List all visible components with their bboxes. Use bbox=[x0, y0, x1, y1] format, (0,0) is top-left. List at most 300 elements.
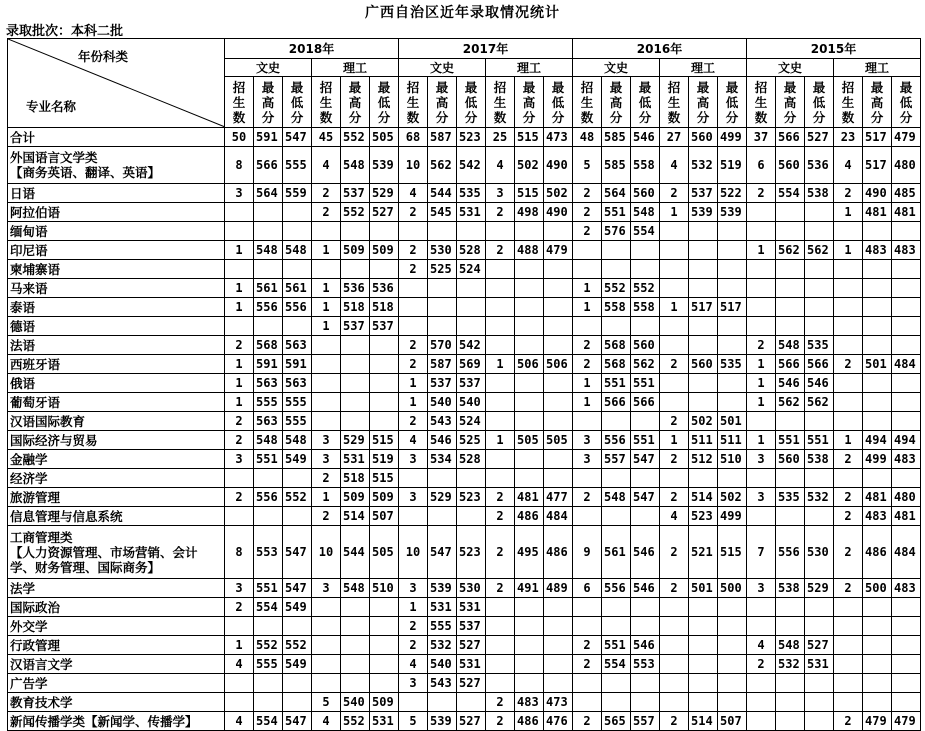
min-score: 555 bbox=[283, 412, 312, 431]
enrollment-count: 1 bbox=[573, 374, 602, 393]
min-score bbox=[544, 674, 573, 693]
enrollment-count: 1 bbox=[834, 431, 863, 450]
enrollment-count bbox=[486, 655, 515, 674]
enrollment-count: 25 bbox=[486, 128, 515, 147]
max-score bbox=[602, 241, 631, 260]
enrollment-count: 2 bbox=[573, 336, 602, 355]
max-score: 490 bbox=[863, 184, 892, 203]
max-score: 518 bbox=[341, 469, 370, 488]
enrollment-count bbox=[486, 260, 515, 279]
table-row bbox=[8, 355, 921, 374]
metric-header: 最 高 分 bbox=[863, 77, 892, 128]
major-name: 德语 bbox=[8, 317, 225, 336]
enrollment-count: 3 bbox=[225, 184, 254, 203]
major-name: 工商管理类 【人力资源管理、市场营销、会计 学、财务管理、国际商务】 bbox=[8, 526, 225, 579]
table-row bbox=[8, 431, 921, 450]
max-score: 540 bbox=[428, 655, 457, 674]
year-header: 2015年 bbox=[747, 39, 921, 59]
max-score bbox=[254, 674, 283, 693]
min-score: 546 bbox=[805, 374, 834, 393]
max-score: 509 bbox=[341, 488, 370, 507]
enrollment-count bbox=[834, 393, 863, 412]
min-score: 494 bbox=[892, 431, 921, 450]
min-score: 591 bbox=[283, 355, 312, 374]
min-score: 507 bbox=[718, 712, 747, 731]
max-score bbox=[515, 260, 544, 279]
metric-header: 招 生 数 bbox=[573, 77, 602, 128]
enrollment-count: 2 bbox=[573, 184, 602, 203]
enrollment-count: 2 bbox=[834, 507, 863, 526]
metric-header: 最 低 分 bbox=[370, 77, 399, 128]
enrollment-count: 23 bbox=[834, 128, 863, 147]
max-score: 517 bbox=[863, 147, 892, 184]
max-score bbox=[341, 598, 370, 617]
min-score bbox=[457, 222, 486, 241]
min-score: 555 bbox=[283, 147, 312, 184]
min-score bbox=[370, 260, 399, 279]
max-score: 557 bbox=[602, 450, 631, 469]
major-name: 国际经济与贸易 bbox=[8, 431, 225, 450]
subject-header: 理工 bbox=[486, 59, 573, 77]
enrollment-count: 1 bbox=[747, 393, 776, 412]
enrollment-count: 1 bbox=[573, 298, 602, 317]
max-score: 540 bbox=[341, 693, 370, 712]
max-score: 566 bbox=[776, 128, 805, 147]
min-score bbox=[457, 317, 486, 336]
max-score: 543 bbox=[428, 412, 457, 431]
min-score: 499 bbox=[718, 507, 747, 526]
max-score: 555 bbox=[254, 393, 283, 412]
major-name: 日语 bbox=[8, 184, 225, 203]
table-row bbox=[8, 393, 921, 412]
min-score: 562 bbox=[805, 241, 834, 260]
enrollment-count: 2 bbox=[834, 712, 863, 731]
enrollment-count bbox=[486, 222, 515, 241]
max-score: 585 bbox=[602, 147, 631, 184]
enrollment-count bbox=[747, 317, 776, 336]
min-score: 551 bbox=[631, 374, 660, 393]
enrollment-count: 2 bbox=[834, 450, 863, 469]
min-score: 531 bbox=[805, 655, 834, 674]
enrollment-count: 3 bbox=[225, 579, 254, 598]
max-score: 515 bbox=[515, 128, 544, 147]
max-score bbox=[689, 617, 718, 636]
enrollment-count bbox=[312, 355, 341, 374]
min-score bbox=[457, 693, 486, 712]
enrollment-count: 2 bbox=[399, 355, 428, 374]
max-score: 556 bbox=[254, 488, 283, 507]
enrollment-count bbox=[399, 469, 428, 488]
max-score: 536 bbox=[341, 279, 370, 298]
enrollment-count: 2 bbox=[660, 579, 689, 598]
max-score bbox=[602, 469, 631, 488]
min-score bbox=[718, 317, 747, 336]
enrollment-count: 6 bbox=[573, 579, 602, 598]
min-score bbox=[892, 298, 921, 317]
max-score bbox=[689, 693, 718, 712]
min-score: 552 bbox=[283, 636, 312, 655]
min-score: 510 bbox=[370, 579, 399, 598]
max-score: 556 bbox=[776, 526, 805, 579]
table-row bbox=[8, 184, 921, 203]
enrollment-count: 1 bbox=[573, 279, 602, 298]
enrollment-count bbox=[225, 203, 254, 222]
max-score bbox=[689, 317, 718, 336]
min-score: 528 bbox=[457, 450, 486, 469]
max-score bbox=[602, 317, 631, 336]
min-score bbox=[283, 469, 312, 488]
enrollment-count: 4 bbox=[660, 147, 689, 184]
metric-header: 招 生 数 bbox=[312, 77, 341, 128]
min-score bbox=[370, 412, 399, 431]
min-score: 536 bbox=[370, 279, 399, 298]
min-score: 473 bbox=[544, 128, 573, 147]
enrollment-count: 3 bbox=[399, 579, 428, 598]
table-row bbox=[8, 636, 921, 655]
min-score bbox=[892, 317, 921, 336]
metric-header: 招 生 数 bbox=[399, 77, 428, 128]
enrollment-count bbox=[747, 674, 776, 693]
max-score bbox=[602, 598, 631, 617]
max-score: 518 bbox=[341, 298, 370, 317]
max-score bbox=[689, 469, 718, 488]
enrollment-count bbox=[573, 241, 602, 260]
min-score bbox=[283, 222, 312, 241]
enrollment-count bbox=[660, 469, 689, 488]
min-score bbox=[283, 260, 312, 279]
max-score: 554 bbox=[254, 712, 283, 731]
header-corner bbox=[8, 39, 225, 128]
max-score bbox=[515, 393, 544, 412]
min-score: 517 bbox=[718, 298, 747, 317]
max-score: 566 bbox=[602, 393, 631, 412]
enrollment-count: 2 bbox=[486, 203, 515, 222]
min-score: 501 bbox=[718, 412, 747, 431]
enrollment-count bbox=[660, 693, 689, 712]
min-score bbox=[457, 469, 486, 488]
min-score: 531 bbox=[457, 598, 486, 617]
min-score bbox=[718, 336, 747, 355]
enrollment-count bbox=[660, 279, 689, 298]
max-score: 555 bbox=[254, 655, 283, 674]
max-score: 483 bbox=[863, 507, 892, 526]
enrollment-count: 9 bbox=[573, 526, 602, 579]
max-score bbox=[689, 374, 718, 393]
max-score: 488 bbox=[515, 241, 544, 260]
enrollment-count: 3 bbox=[747, 488, 776, 507]
table-row bbox=[8, 260, 921, 279]
min-score bbox=[805, 712, 834, 731]
enrollment-count bbox=[399, 298, 428, 317]
max-score: 543 bbox=[428, 674, 457, 693]
max-score bbox=[776, 617, 805, 636]
enrollment-count: 2 bbox=[225, 412, 254, 431]
enrollment-count: 2 bbox=[834, 579, 863, 598]
enrollment-count: 2 bbox=[573, 203, 602, 222]
enrollment-count bbox=[660, 260, 689, 279]
min-score bbox=[718, 674, 747, 693]
enrollment-count: 4 bbox=[399, 184, 428, 203]
min-score: 555 bbox=[283, 393, 312, 412]
enrollment-count bbox=[486, 298, 515, 317]
max-score: 548 bbox=[341, 579, 370, 598]
enrollment-count bbox=[486, 617, 515, 636]
max-score: 560 bbox=[689, 355, 718, 374]
enrollment-count bbox=[486, 412, 515, 431]
enrollment-count bbox=[486, 636, 515, 655]
enrollment-count bbox=[660, 393, 689, 412]
min-score: 558 bbox=[631, 298, 660, 317]
max-score bbox=[776, 674, 805, 693]
max-score: 554 bbox=[776, 184, 805, 203]
max-score: 499 bbox=[863, 450, 892, 469]
enrollment-count: 3 bbox=[312, 450, 341, 469]
enrollment-count bbox=[660, 241, 689, 260]
max-score: 576 bbox=[602, 222, 631, 241]
enrollment-count bbox=[747, 693, 776, 712]
min-score bbox=[370, 355, 399, 374]
subject-header: 理工 bbox=[834, 59, 921, 77]
enrollment-count: 5 bbox=[312, 693, 341, 712]
major-name: 阿拉伯语 bbox=[8, 203, 225, 222]
enrollment-count bbox=[747, 507, 776, 526]
enrollment-count bbox=[747, 598, 776, 617]
max-score bbox=[515, 617, 544, 636]
enrollment-count: 1 bbox=[312, 298, 341, 317]
year-header: 2018年 bbox=[225, 39, 399, 59]
min-score: 524 bbox=[457, 412, 486, 431]
min-score: 563 bbox=[283, 336, 312, 355]
enrollment-count: 3 bbox=[399, 450, 428, 469]
min-score: 532 bbox=[805, 488, 834, 507]
enrollment-count: 27 bbox=[660, 128, 689, 147]
max-score bbox=[341, 617, 370, 636]
max-score: 514 bbox=[341, 507, 370, 526]
max-score: 566 bbox=[776, 355, 805, 374]
min-score bbox=[718, 393, 747, 412]
max-score bbox=[341, 393, 370, 412]
min-score: 530 bbox=[805, 526, 834, 579]
page-title: 广西自治区近年录取情况统计 bbox=[365, 5, 560, 21]
max-score: 587 bbox=[428, 355, 457, 374]
min-score: 481 bbox=[892, 203, 921, 222]
max-score: 552 bbox=[602, 279, 631, 298]
table-row bbox=[8, 693, 921, 712]
enrollment-count bbox=[312, 617, 341, 636]
min-score bbox=[718, 279, 747, 298]
enrollment-count bbox=[747, 469, 776, 488]
min-score: 551 bbox=[631, 431, 660, 450]
enrollment-count: 1 bbox=[660, 431, 689, 450]
enrollment-count bbox=[312, 598, 341, 617]
max-score bbox=[863, 279, 892, 298]
enrollment-count: 3 bbox=[573, 450, 602, 469]
max-score: 531 bbox=[428, 598, 457, 617]
enrollment-count: 2 bbox=[573, 655, 602, 674]
max-score bbox=[254, 693, 283, 712]
min-score bbox=[892, 336, 921, 355]
min-score bbox=[718, 241, 747, 260]
max-score bbox=[863, 317, 892, 336]
min-score bbox=[892, 617, 921, 636]
enrollment-count bbox=[834, 674, 863, 693]
enrollment-count bbox=[573, 412, 602, 431]
enrollment-count bbox=[834, 374, 863, 393]
min-score: 553 bbox=[631, 655, 660, 674]
corner-bottom-label: 专业名称 bbox=[26, 99, 77, 114]
min-score bbox=[805, 674, 834, 693]
max-score: 540 bbox=[428, 393, 457, 412]
max-score bbox=[341, 355, 370, 374]
max-score bbox=[515, 655, 544, 674]
table-row bbox=[8, 655, 921, 674]
enrollment-count: 10 bbox=[312, 526, 341, 579]
min-score bbox=[892, 412, 921, 431]
min-score bbox=[805, 317, 834, 336]
table-row bbox=[8, 674, 921, 693]
max-score bbox=[428, 469, 457, 488]
max-score: 512 bbox=[689, 450, 718, 469]
enrollment-count: 2 bbox=[225, 598, 254, 617]
enrollment-count: 4 bbox=[486, 147, 515, 184]
min-score bbox=[370, 222, 399, 241]
min-score: 480 bbox=[892, 488, 921, 507]
enrollment-count: 2 bbox=[312, 507, 341, 526]
corner-top-label: 年份科类 bbox=[78, 49, 129, 64]
max-score bbox=[254, 507, 283, 526]
min-score: 489 bbox=[544, 579, 573, 598]
min-score bbox=[544, 374, 573, 393]
min-score bbox=[805, 469, 834, 488]
max-score bbox=[863, 655, 892, 674]
max-score bbox=[515, 336, 544, 355]
min-score: 486 bbox=[544, 526, 573, 579]
enrollment-count: 2 bbox=[399, 260, 428, 279]
min-score: 490 bbox=[544, 147, 573, 184]
min-score: 562 bbox=[631, 355, 660, 374]
enrollment-count bbox=[747, 712, 776, 731]
metric-header: 最 高 分 bbox=[428, 77, 457, 128]
max-score: 532 bbox=[428, 636, 457, 655]
min-score: 551 bbox=[805, 431, 834, 450]
major-name: 马来语 bbox=[8, 279, 225, 298]
min-score bbox=[718, 374, 747, 393]
metric-header: 最 高 分 bbox=[341, 77, 370, 128]
min-score: 515 bbox=[370, 469, 399, 488]
enrollment-count bbox=[486, 598, 515, 617]
enrollment-count bbox=[312, 260, 341, 279]
batch-label: 录取批次：本科二批 bbox=[6, 24, 124, 39]
enrollment-count: 2 bbox=[834, 526, 863, 579]
enrollment-count bbox=[834, 693, 863, 712]
min-score: 527 bbox=[457, 674, 486, 693]
enrollment-count: 2 bbox=[399, 203, 428, 222]
enrollment-count: 1 bbox=[486, 431, 515, 450]
min-score: 548 bbox=[631, 203, 660, 222]
min-score bbox=[718, 636, 747, 655]
max-score: 501 bbox=[689, 579, 718, 598]
enrollment-count: 1 bbox=[747, 241, 776, 260]
enrollment-count: 2 bbox=[660, 184, 689, 203]
max-score: 537 bbox=[689, 184, 718, 203]
enrollment-count bbox=[486, 279, 515, 298]
enrollment-count bbox=[486, 393, 515, 412]
min-score bbox=[631, 241, 660, 260]
max-score: 539 bbox=[428, 712, 457, 731]
max-score bbox=[689, 260, 718, 279]
max-score bbox=[515, 317, 544, 336]
max-score: 491 bbox=[515, 579, 544, 598]
min-score bbox=[457, 507, 486, 526]
min-score bbox=[631, 674, 660, 693]
max-score: 554 bbox=[254, 598, 283, 617]
max-score bbox=[776, 412, 805, 431]
year-header: 2016年 bbox=[573, 39, 747, 59]
min-score bbox=[544, 412, 573, 431]
min-score bbox=[370, 617, 399, 636]
min-score bbox=[718, 655, 747, 674]
enrollment-count: 10 bbox=[399, 526, 428, 579]
enrollment-count bbox=[225, 260, 254, 279]
max-score: 481 bbox=[863, 203, 892, 222]
min-score: 538 bbox=[805, 450, 834, 469]
subject-header: 文史 bbox=[747, 59, 834, 77]
max-score: 561 bbox=[254, 279, 283, 298]
enrollment-count: 1 bbox=[312, 317, 341, 336]
major-name: 缅甸语 bbox=[8, 222, 225, 241]
enrollment-count bbox=[834, 469, 863, 488]
table-row bbox=[8, 128, 921, 147]
max-score: 486 bbox=[515, 507, 544, 526]
enrollment-count: 1 bbox=[225, 279, 254, 298]
max-score: 554 bbox=[602, 655, 631, 674]
min-score: 527 bbox=[805, 636, 834, 655]
enrollment-count: 1 bbox=[399, 374, 428, 393]
max-score bbox=[863, 260, 892, 279]
max-score: 531 bbox=[341, 450, 370, 469]
min-score: 505 bbox=[544, 431, 573, 450]
enrollment-count bbox=[312, 374, 341, 393]
enrollment-count: 2 bbox=[312, 469, 341, 488]
max-score: 587 bbox=[428, 128, 457, 147]
max-score: 546 bbox=[776, 374, 805, 393]
enrollment-count bbox=[747, 298, 776, 317]
enrollment-count: 1 bbox=[225, 393, 254, 412]
max-score bbox=[428, 279, 457, 298]
enrollment-count bbox=[225, 674, 254, 693]
max-score bbox=[254, 260, 283, 279]
min-score: 483 bbox=[892, 579, 921, 598]
min-score: 548 bbox=[283, 431, 312, 450]
enrollment-count: 2 bbox=[573, 712, 602, 731]
min-score bbox=[370, 598, 399, 617]
max-score bbox=[428, 507, 457, 526]
max-score bbox=[776, 298, 805, 317]
min-score: 561 bbox=[283, 279, 312, 298]
max-score bbox=[341, 636, 370, 655]
max-score: 502 bbox=[689, 412, 718, 431]
min-score: 476 bbox=[544, 712, 573, 731]
major-name: 经济学 bbox=[8, 469, 225, 488]
min-score: 536 bbox=[805, 147, 834, 184]
major-name: 国际政治 bbox=[8, 598, 225, 617]
max-score: 546 bbox=[428, 431, 457, 450]
enrollment-count: 5 bbox=[399, 712, 428, 731]
metric-header: 最 高 分 bbox=[689, 77, 718, 128]
metric-header: 最 高 分 bbox=[515, 77, 544, 128]
max-score: 532 bbox=[689, 147, 718, 184]
max-score: 548 bbox=[602, 488, 631, 507]
